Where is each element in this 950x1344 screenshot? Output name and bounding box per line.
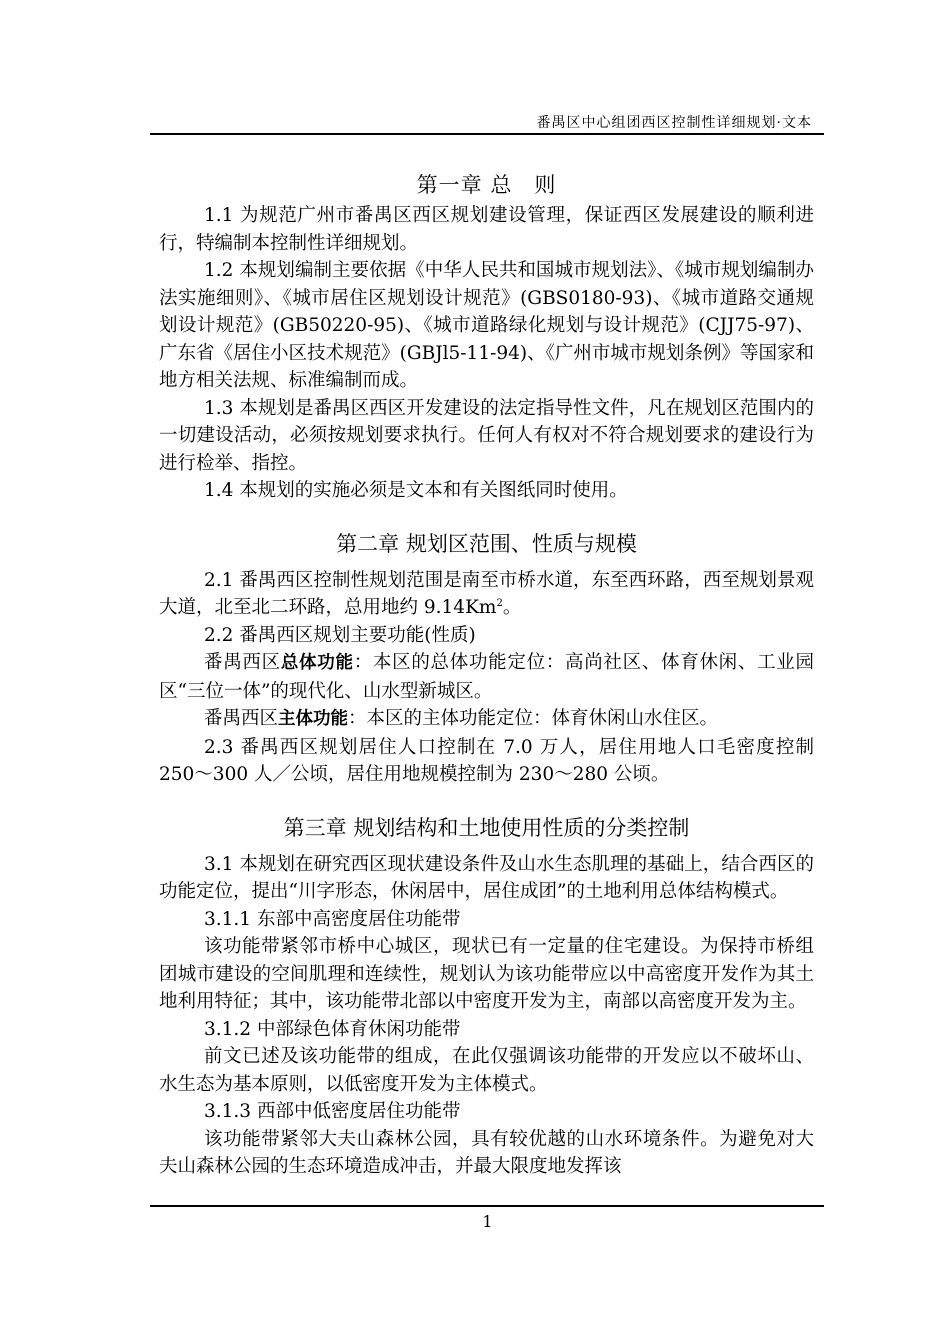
paragraph-1-1: 1.1 为规范广州市番禺区西区规划建设管理，保证西区发展建设的顺利进行，特编制本控制性详细规划。 <box>159 205 814 254</box>
paragraph-main-function <box>159 705 814 734</box>
main-function-prefix: 番禺西区 <box>204 708 279 729</box>
section-3-1-2-heading: 3.1.2 中部绿色体育休闲功能带 <box>204 1018 461 1040</box>
superscript-2: 2 <box>496 597 503 609</box>
paragraph-2-1-text: 2.1 番禺西区控制性规划范围是南至市桥水道，东至西环路，西至规划景观大道，北至北二环路，总用地约 9.14Km <box>159 569 814 618</box>
page-header-title: 番禺区中心组团西区控制性详细规划·文本 <box>536 115 812 131</box>
chapter-3-title: 第三章 规划结构和土地使用性质的分类控制 <box>283 815 690 840</box>
paragraph-overall-function <box>159 649 814 705</box>
overall-function-term: 总体功能 <box>280 653 354 673</box>
paragraph-1-4: 1.4 本规划的实施必须是文本和有关图纸同时使用。 <box>204 480 628 501</box>
paragraph-2-2: 2.2 番禺西区规划主要功能(性质) <box>204 624 476 646</box>
header-rule <box>150 133 824 135</box>
paragraph-3-1: 3.1 本规划在研究西区现状建设条件及山水生态肌理的基础上，结合西区的功能定位，提出“川字形态，休闲居中，居住成团”的土地利用总体结构模式。 <box>159 853 814 902</box>
paragraph-3-1-2: 前文已述及该功能带的组成，在此仅强调该功能带的开发应以不破坏山、水生态为基本原则，以低密度开发为主体模式。 <box>159 1046 814 1095</box>
overall-function-prefix: 番禺西区 <box>204 652 281 673</box>
chapter-1-title: 第一章 总 则 <box>416 173 557 197</box>
paragraph-1-3: 1.3 本规划是番禺区西区开发建设的法定指导性文件，凡在规划区范围内的一切建设活动，必须按规划要求执行。任何人有权对不符合规划要求的建设行为进行检举、指控。 <box>159 397 814 474</box>
paragraph-2-1-end: 。 <box>502 597 522 618</box>
overall-function-text: ：本区的总体功能定位：高尚社区、体育休闲、工业园区“三位一体”的现代化、山水型新城区。 <box>159 652 814 702</box>
paragraph-2-1 <box>159 567 814 622</box>
main-function-text: ：本区的主体功能定位：体育休闲山水住区。 <box>348 708 719 729</box>
paragraph-2-3: 2.3 番禺西区规划居住人口控制在 7.0 万人，居住用地人口毛密度控制 250～300 人／公顷，居住用地规模控制为 230～280 公顷。 <box>159 736 814 785</box>
chapter-2-title: 第二章 规划区范围、性质与规模 <box>336 531 637 556</box>
section-3-1-3-heading: 3.1.3 西部中低密度居住功能带 <box>204 1101 461 1122</box>
section-3-1-1-heading: 3.1.1 东部中高密度居住功能带 <box>204 908 461 930</box>
paragraph-3-1-3: 该功能带紧邻大夫山森林公园，具有较优越的山水环境条件。为避免对大夫山森林公园的生态环境造成冲击，并最大限度地发挥该 <box>159 1128 814 1177</box>
main-function-term: 主体功能 <box>278 709 349 729</box>
footer-rule <box>150 1205 824 1207</box>
paragraph-3-1-1: 该功能带紧邻市桥中心城区，现状已有一定量的住宅建设。为保持市桥组团城市建设的空间肌理和连续性，规划认为该功能带应以中高密度开发作为其土地利用特征；其中，该功能带北部以中密度开发为主，南部以高密度开发为主。 <box>159 936 814 1012</box>
page-number: 1 <box>482 1212 493 1231</box>
paragraph-1-2: 1.2 本规划编制主要依据《中华人民共和国城市规划法》、《城市规划编制办法实施细则》、《城市居住区规划设计规范》(GBS0180-93)、《城市道路交通规划设计规范》(GB50220-95)、《城市道路绿化规划与设计规范》(CJJ75-97)、广东省《居住小区技术规范》(GBJl5-11-94)、《广州市城市规划条例》等国家和地方相关法规、标准编制而成。 <box>159 260 814 391</box>
document-body <box>159 170 814 1181</box>
